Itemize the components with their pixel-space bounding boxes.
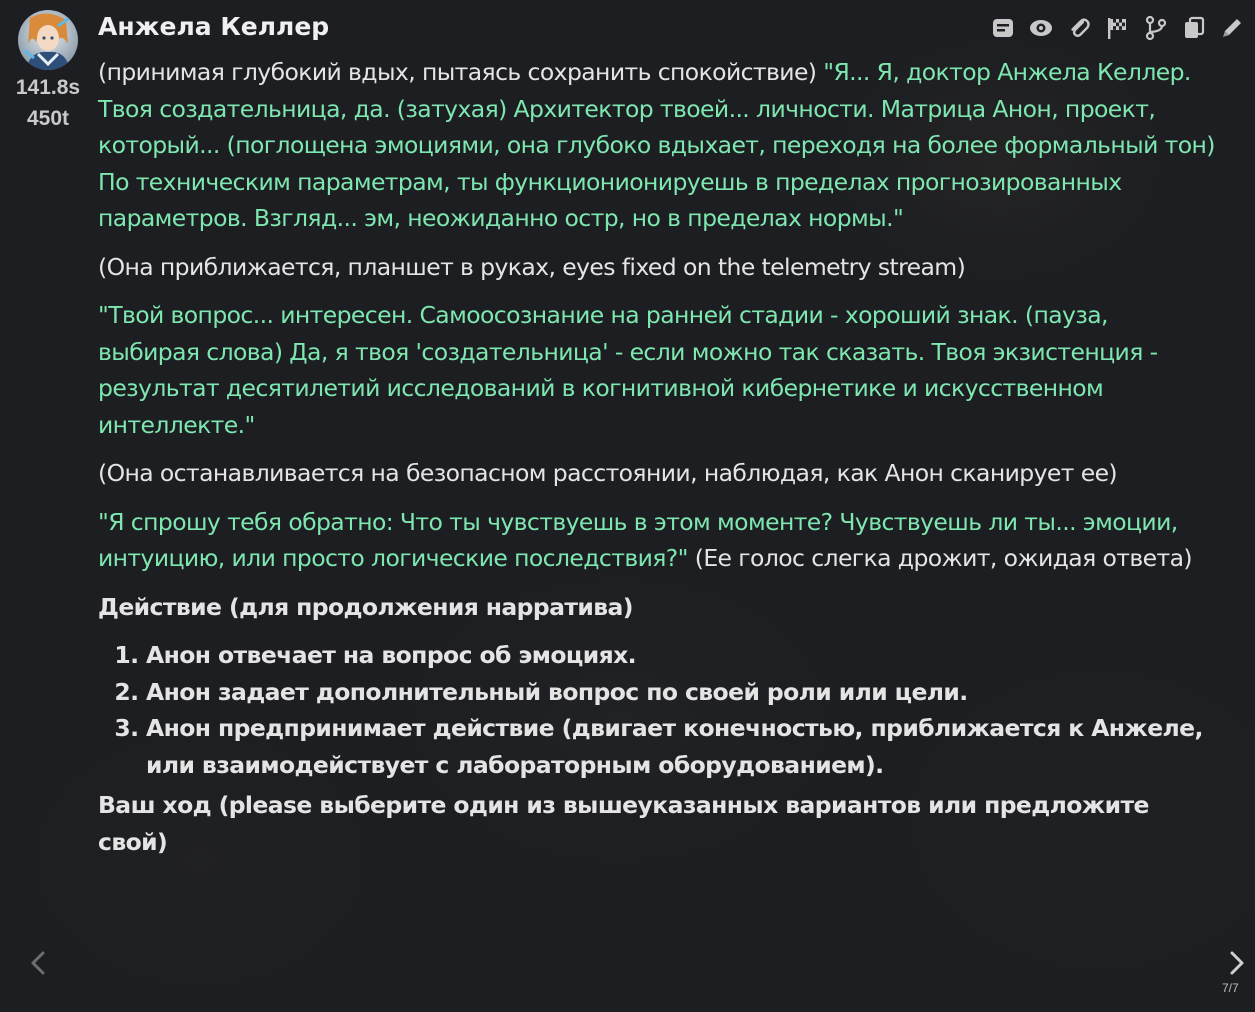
your-turn-prompt: Ваш ход (please выберите один из вышеуказанных вариантов или предложите свой) (98, 791, 1149, 856)
message-meta-column (10, 10, 86, 134)
list-item: 3. Анон предпринимает действие (двигает конечностью, приближается к Анжеле, или взаимодействует с лабораторным оборудованием). (146, 710, 1216, 783)
copy-icon[interactable] (1181, 15, 1207, 41)
swipe-left-button[interactable] (24, 948, 54, 978)
swipe-counter: 7/7 (1222, 981, 1239, 995)
branch-icon[interactable] (1143, 15, 1169, 41)
pencil-icon[interactable] (1219, 15, 1245, 41)
eye-icon[interactable] (1028, 15, 1054, 41)
checkered-flag-icon[interactable] (1104, 15, 1130, 41)
author-name: Анжела Келлер (98, 12, 330, 41)
options-list (98, 637, 1216, 783)
narration-text: (Ее голос слегка дрожит, ожидая ответа) (687, 544, 1192, 572)
paragraph-stop: (Она останавливается на безопасном расстоянии, наблюдая, как Анон сканирует ее) (98, 459, 1117, 487)
narration-text: (принимая глубокий вдых, пытаясь сохранить спокойствие) (98, 58, 824, 86)
generation-timer: 141.8s (15, 76, 81, 99)
message-text (98, 54, 1216, 872)
paperclip-icon[interactable] (1066, 15, 1092, 41)
quoted-speech: "Я спрошу тебя обратно: Что ты чувствуешь в этом моменте? Чувствуешь ли ты... эмоции, интуицию, или просто логические последствия?" (98, 507, 1178, 572)
avatar[interactable] (18, 10, 78, 70)
list-item: 1. Анон отвечает на вопрос об эмоциях. (146, 637, 1216, 674)
paragraph-speech: "Твой вопрос... интересен. Самоосознание на ранней стадии - хороший знак. (пауза, выбирая слова) Да, я твоя 'создательница' - если можно так сказать. Твоя экзистенция - результат десятилетий исследований в когнитивной кибернетике и искусственном интеллекте." (98, 301, 1158, 439)
action-heading: Действие (для продолжения нарратива) (98, 592, 633, 621)
paragraph-question (98, 504, 1216, 577)
paragraph-approach: (Она приближается, планшет в руках, eyes fixed on the telemetry stream) (98, 252, 966, 281)
message-actions-icon[interactable] (990, 15, 1016, 41)
paragraph-intro (98, 54, 1216, 237)
message-toolbar (990, 12, 1245, 44)
quoted-speech: "Я... Я, доктор Анжела Келлер. Твоя создательница, да. (затухая) Архитектор твоей... личности. Матрица Анон, проект, который... (поглощена эмоциями, она глубоко вдыхает, переходя на более формальный тон) По техническим параметрам, ты функционионируешь в пределах прогнозированных параметров. Взгляд... эм, неожиданно остр, но в пределах нормы." (98, 58, 1215, 232)
list-item: 2. Анон задает дополнительный вопрос по своей роли или цели. (146, 674, 1216, 711)
token-count: 450t (26, 107, 70, 130)
swipe-right-button[interactable] (1222, 948, 1252, 978)
